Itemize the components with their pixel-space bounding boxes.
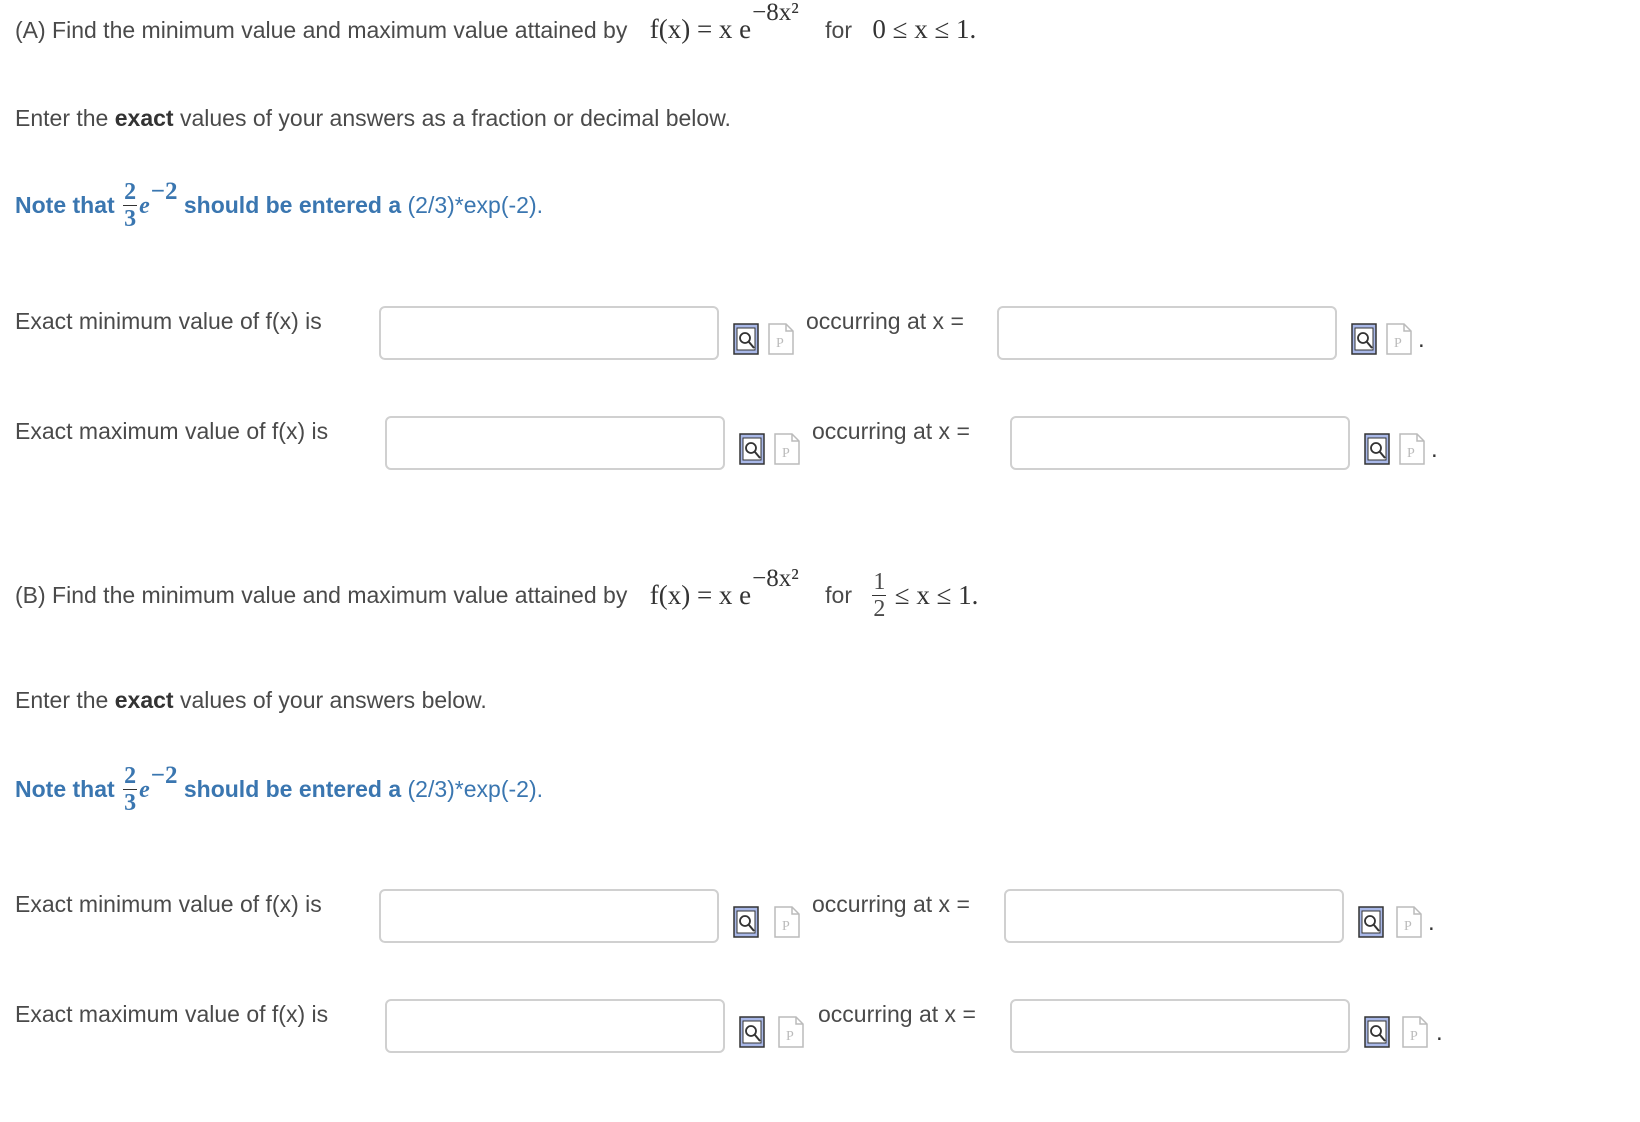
part-a-min-x-input[interactable]: [997, 306, 1337, 360]
part-b-note: Note that $\frac{2}{3}$ e−2 should be entered a (2/3)*exp(-2).: [15, 761, 543, 816]
svg-text:P: P: [786, 1029, 794, 1044]
preview-icon[interactable]: [1351, 323, 1377, 355]
equation-editor-icon[interactable]: [1399, 433, 1425, 465]
svg-text:P: P: [1404, 919, 1412, 934]
part-b-min-occurring-label: occurring at x =: [812, 891, 970, 917]
preview-icon[interactable]: [739, 1016, 765, 1048]
preview-icon[interactable]: [1364, 433, 1390, 465]
part-a-instruction: Enter the exact values of your answers as a fraction or decimal below.: [15, 105, 731, 131]
for-text: for: [825, 582, 852, 608]
equation-editor-icon[interactable]: [774, 433, 800, 465]
equation-editor-icon[interactable]: [778, 1016, 804, 1048]
equation-editor-icon[interactable]: [1402, 1016, 1428, 1048]
preview-icon[interactable]: [1364, 1016, 1390, 1048]
part-a-note: Note that $\frac{2}{3}$ e−2 should be entered a (2/3)*exp(-2).: [15, 177, 543, 232]
svg-text:P: P: [782, 446, 790, 461]
part-b-max-occurring-label: occurring at x =: [818, 1001, 976, 1027]
function-expression: f(x) = x e−8x²: [649, 0, 799, 44]
for-text: for: [825, 17, 852, 43]
domain-expression: 0 ≤ x ≤ 1.: [872, 14, 977, 44]
part-b-instruction: Enter the exact values of your answers below.: [15, 687, 487, 713]
period: .: [1418, 326, 1425, 353]
preview-icon[interactable]: [733, 906, 759, 938]
part-b-min-x-input[interactable]: [1004, 889, 1344, 943]
domain-expression: ≤ x ≤ 1.: [894, 580, 979, 610]
equation-editor-icon[interactable]: [1396, 906, 1422, 938]
part-a-max-x-input[interactable]: [1010, 416, 1350, 470]
function-expression: f(x) = x e−8x²: [649, 565, 799, 610]
part-b-question: [15, 565, 979, 622]
part-a-min-value-input[interactable]: [379, 306, 719, 360]
part-a-max-label: Exact maximum value of f(x) is: [15, 418, 329, 444]
part-b-max-x-input[interactable]: [1010, 999, 1350, 1053]
question-text: (B) Find the minimum value and maximum value attained by: [15, 582, 628, 608]
equation-editor-icon[interactable]: [768, 323, 794, 355]
svg-text:P: P: [1410, 1029, 1418, 1044]
period: .: [1431, 436, 1438, 463]
svg-text:P: P: [1407, 446, 1415, 461]
period: .: [1428, 909, 1435, 936]
part-a-question: [15, 0, 977, 45]
preview-icon[interactable]: [1358, 906, 1384, 938]
part-b-min-value-input[interactable]: [379, 889, 719, 943]
preview-icon[interactable]: [739, 433, 765, 465]
svg-text:P: P: [782, 919, 790, 934]
svg-text:P: P: [776, 336, 784, 351]
part-b-min-label: Exact minimum value of f(x) is: [15, 891, 322, 917]
svg-text:P: P: [1394, 336, 1402, 351]
equation-editor-icon[interactable]: [1386, 323, 1412, 355]
part-a-max-value-input[interactable]: [385, 416, 725, 470]
question-text: (A) Find the minimum value and maximum value attained by: [15, 17, 628, 43]
domain-fraction: $\frac{1}{2}$: [873, 569, 886, 622]
part-a-min-occurring-label: occurring at x =: [806, 308, 964, 334]
part-b-max-value-input[interactable]: [385, 999, 725, 1053]
part-a-max-occurring-label: occurring at x =: [812, 418, 970, 444]
preview-icon[interactable]: [733, 323, 759, 355]
part-b-max-label: Exact maximum value of f(x) is: [15, 1001, 329, 1027]
equation-editor-icon[interactable]: [774, 906, 800, 938]
period: .: [1436, 1019, 1443, 1046]
part-a-min-label: Exact minimum value of f(x) is: [15, 308, 322, 334]
